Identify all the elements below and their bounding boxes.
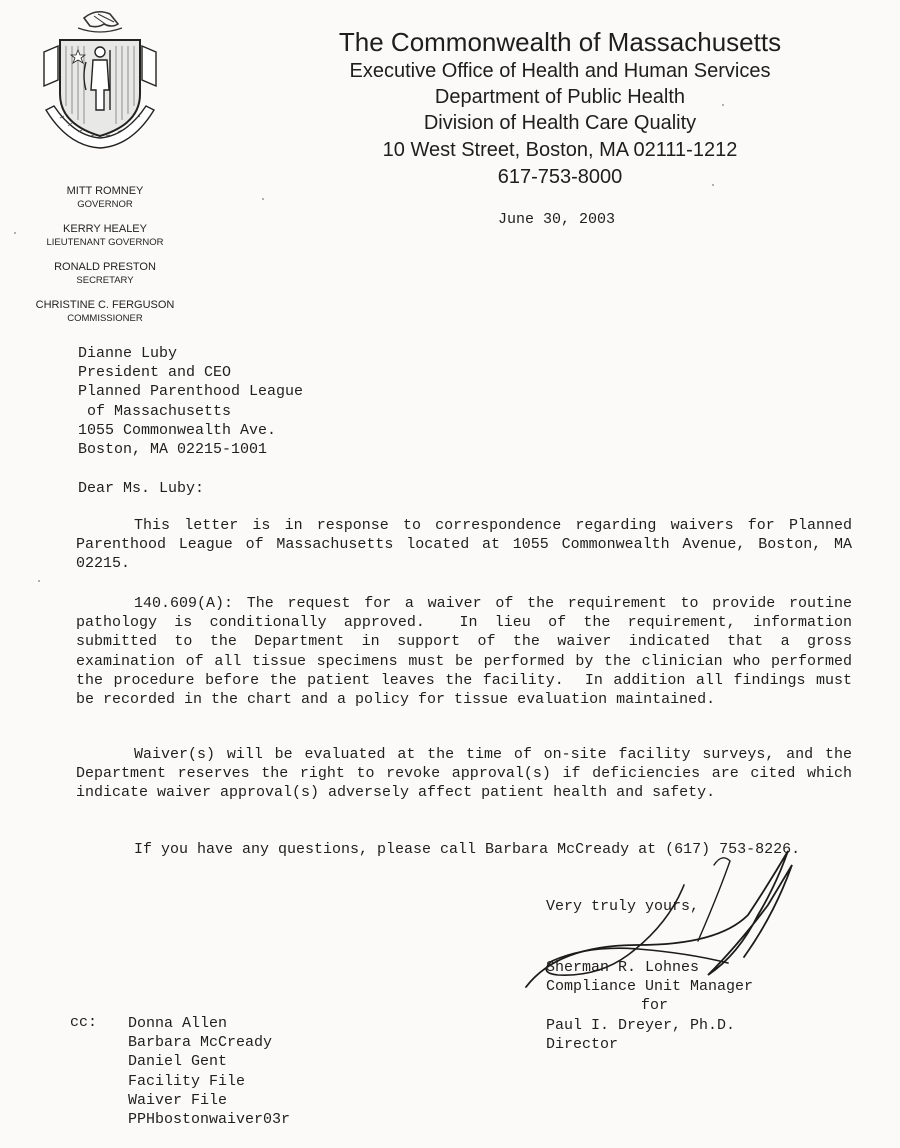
official-title: COMMISSIONER [67, 313, 143, 324]
letterhead-address: 10 West Street, Boston, MA 02111-1212 [382, 139, 738, 161]
cc-item: Barbara McCready [128, 1034, 273, 1052]
official-lieutenant-governor [10, 222, 200, 249]
official-title: LIEUTENANT GOVERNOR [46, 237, 164, 248]
letterhead-office: Executive Office of Health and Human Services [349, 60, 771, 82]
principal-name: Paul I. Dreyer, Ph.D. [546, 1016, 736, 1034]
body-paragraph-3 [76, 745, 852, 803]
official-name: CHRISTINE C. FERGUSON [35, 299, 175, 311]
recipient-line: 1055 Commonwealth Ave. [78, 421, 277, 439]
officials-list [10, 184, 200, 336]
official-name: RONALD PRESTON [54, 261, 156, 273]
paragraph-text: If you have any questions, please call Barbara McCready at (617) 753-8226. [134, 841, 801, 858]
signer-title: Compliance Unit Manager [546, 978, 754, 996]
recipient-line: of Massachusetts [78, 402, 232, 420]
paragraph-text: Waiver(s) will be evaluated at the time of on-site facility surveys, and the Department reserves the right to revoke approval(s) if deficiencies are cited which indicate waiver approval(s) adversely affect patient health and safety. [76, 746, 852, 802]
letterhead-department: Department of Public Health [434, 86, 686, 108]
scan-speck [262, 198, 264, 200]
official-name: KERRY HEALEY [63, 223, 147, 235]
cc-list [128, 1014, 290, 1129]
letterhead-phone: 617-753-8000 [497, 166, 623, 188]
letterhead [240, 26, 880, 191]
scan-speck [712, 184, 714, 186]
signer-name: Sherman R. Lohnes [546, 959, 700, 976]
recipient-line: President and CEO [78, 364, 232, 382]
cc-item: PPHbostonwaiver03r [128, 1111, 291, 1129]
recipient-line: Planned Parenthood League [78, 383, 304, 401]
cc-label: cc: [70, 1014, 98, 1031]
signature-block [546, 958, 753, 1054]
official-secretary [10, 260, 200, 287]
letterhead-division: Division of Health Care Quality [423, 112, 697, 134]
body-paragraph-1 [76, 516, 852, 574]
salutation: Dear Ms. Luby: [78, 480, 205, 497]
body-paragraph-2 [76, 594, 862, 709]
massachusetts-seal-icon [38, 6, 162, 152]
scan-speck [14, 232, 16, 234]
regulation-label: 140.609(A): [134, 595, 234, 612]
cc-item: Waiver File [128, 1091, 228, 1109]
official-title: GOVERNOR [77, 199, 133, 210]
scan-speck [722, 104, 724, 106]
cc-item: Daniel Gent [128, 1053, 228, 1071]
closing: Very truly yours, [546, 898, 700, 915]
official-governor [10, 184, 200, 211]
official-commissioner [10, 298, 200, 325]
recipient-line: Boston, MA 02215-1001 [78, 441, 268, 459]
principal-title: Director [546, 1035, 619, 1053]
letterhead-title: The Commonwealth of Massachusetts [338, 27, 782, 57]
recipient-address [78, 344, 303, 459]
official-title: SECRETARY [76, 275, 134, 286]
cc-item: Facility File [128, 1072, 246, 1090]
recipient-line: Dianne Luby [78, 345, 178, 362]
official-name: MITT ROMNEY [66, 185, 144, 197]
scan-speck [38, 580, 40, 582]
paragraph-text: The request for a waiver of the requirement to provide routine pathology is conditionally approved. In lieu of the requirement, information submitted to the Department in support of the waiver indicated that a gross examination of all tissue specimens must be performed by the clinician who performed the procedure before the patient leaves the facility. In addition all findings must be recorded in the chart and a policy for tissue evaluation maintained. [76, 595, 862, 709]
paragraph-text: This letter is in response to correspondence regarding waivers for Planned Parenthood League of Massachusetts located at 1055 Commonwealth Avenue, Boston, MA 02215. [76, 517, 852, 573]
signer-for: for [641, 997, 669, 1015]
cc-item: Donna Allen [128, 1015, 228, 1032]
letter-date: June 30, 2003 [498, 211, 616, 228]
